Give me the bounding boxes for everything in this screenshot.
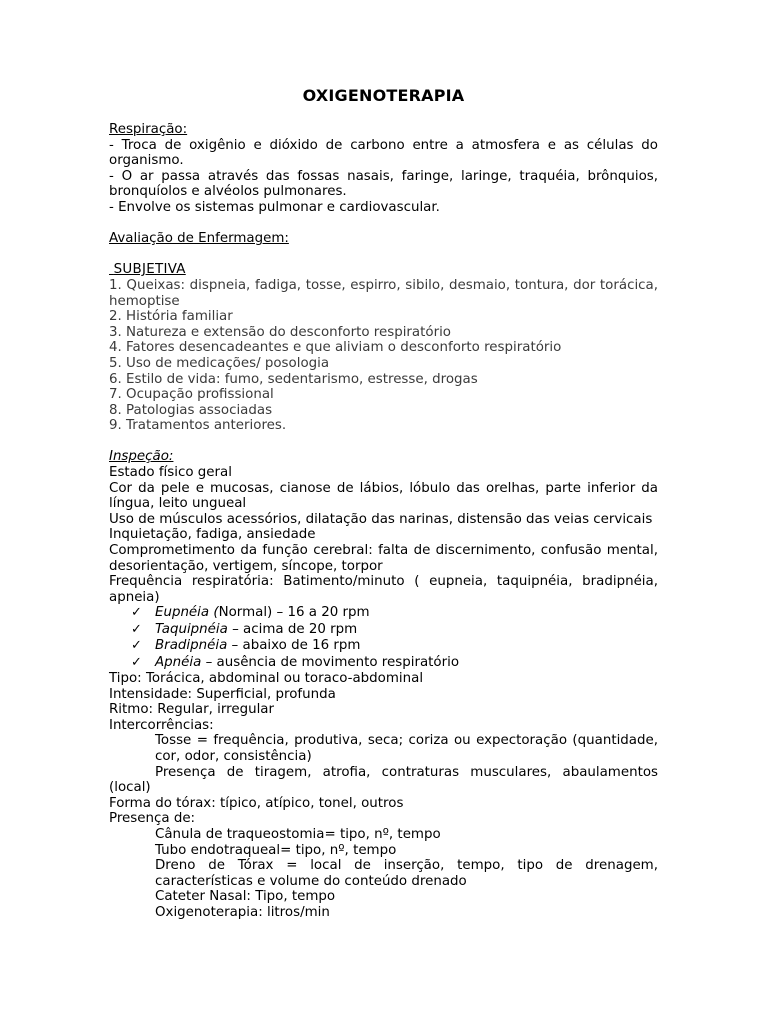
- check-term: Taquipnéia: [155, 621, 228, 637]
- presenca-item: Cateter Nasal: Tipo, tempo: [155, 889, 336, 905]
- intercorrencia-item: Tosse = frequência, produtiva, seca; coriza ou expectoração (quantidade, cor, odor, consistência): [155, 733, 658, 764]
- inspecao-line: Intercorrências:: [109, 717, 214, 733]
- inspecao-line: Intensidade: Superficial, profunda: [109, 686, 336, 702]
- inspecao-line: Cor da pele e mucosas, cianose de lábios, lóbulo das orelhas, parte inferior da língua, leito ungueal: [109, 480, 658, 512]
- inspecao-heading: [109, 449, 658, 465]
- check-text: – ausência de movimento respiratório: [201, 654, 460, 670]
- checkmark-icon: ✓: [131, 605, 142, 621]
- subjetiva-item: 4. Fatores desencadeantes e que aliviam o desconforto respiratório: [109, 340, 562, 356]
- presenca-item: Tubo endotraqueal= tipo, nº, tempo: [155, 842, 397, 858]
- check-text: Normal) – 16 a 20 rpm: [218, 605, 370, 621]
- spacer: [109, 434, 658, 450]
- checkmark-icon: ✓: [131, 621, 142, 637]
- respiracao-line: - Envolve os sistemas pulmonar e cardiovascular.: [109, 199, 440, 215]
- check-term: Eupnéia (: [155, 605, 219, 621]
- respiracao-heading: Respiração:: [109, 122, 188, 137]
- subjetiva-item: 2. História familiar: [109, 309, 233, 325]
- document-body: [109, 86, 658, 921]
- section-inspecao: [109, 449, 658, 920]
- check-term: Bradipnéia: [155, 638, 228, 654]
- inspecao-line: Tipo: Torácica, abdominal ou toraco-abdominal: [109, 671, 424, 687]
- section-subjetiva: [109, 262, 658, 434]
- checkmark-icon: ✓: [131, 638, 142, 654]
- presenca-heading: Presença de:: [109, 811, 196, 827]
- subjetiva-item: 6. Estilo de vida: fumo, sedentarismo, estresse, drogas: [109, 371, 478, 387]
- inspecao-line: Forma do tórax: típico, atípico, tonel, outros: [109, 795, 404, 811]
- check-item: [109, 605, 658, 621]
- spacer: [109, 247, 658, 263]
- subjetiva-item: 5. Uso de medicações/ posologia: [109, 355, 330, 371]
- inspecao-heading-text: Inspeção:: [109, 449, 174, 465]
- respiracao-line: - O ar passa através das fossas nasais, faringe, laringe, traquéia, brônquios, bronquíolos e alvéolos pulmonares.: [109, 168, 658, 200]
- check-text: – acima de 20 rpm: [227, 621, 358, 637]
- check-text: – abaixo de 16 rpm: [227, 638, 361, 654]
- subjetiva-item: 3. Natureza e extensão do desconforto respiratório: [109, 324, 451, 340]
- inspecao-line: Uso de músculos acessórios, dilatação das narinas, distensão das veias cervicais: [109, 511, 653, 527]
- inspecao-line: Ritmo: Regular, irregular: [109, 702, 275, 718]
- check-item: [109, 655, 658, 671]
- respiracao-line: - Troca de oxigênio e dióxido de carbono entre a atmosfera e as células do organismo.: [109, 137, 658, 169]
- page-title: OXIGENOTERAPIA: [302, 86, 465, 105]
- presenca-item: Cânula de traqueostomia= tipo, nº, tempo: [155, 826, 441, 842]
- respiratory-rate-list: [109, 605, 658, 671]
- inspecao-line: Inquietação, fadiga, ansiedade: [109, 527, 316, 543]
- inspecao-line: Estado físico geral: [109, 465, 232, 481]
- subjetiva-heading: [109, 262, 658, 278]
- subjetiva-item: 8. Patologias associadas: [109, 402, 273, 418]
- subjetiva-item: 7. Ocupação profissional: [109, 387, 274, 403]
- subjetiva-item: 1. Queixas: dispneia, fadiga, tosse, espirro, sibilo, desmaio, tontura, dor torácica, hemoptise: [109, 277, 658, 309]
- subjetiva-heading-text: SUBJETIVA: [113, 262, 186, 278]
- spacer: [109, 216, 658, 232]
- intercorrencia-item: Presença de tiragem, atrofia, contraturas musculares, abaulamentos (local): [109, 764, 658, 796]
- subjetiva-item: 9. Tratamentos anteriores.: [109, 418, 287, 434]
- section-respiracao: [109, 122, 658, 216]
- inspecao-line: Comprometimento da função cerebral: falta de discernimento, confusão mental, desorientação, vertigem, síncope, torpor: [109, 543, 658, 574]
- check-item: [109, 622, 658, 638]
- presenca-item: Oxigenoterapia: litros/min: [155, 904, 330, 920]
- check-item: [109, 638, 658, 654]
- inspecao-line: Frequência respiratória: Batimento/minuto ( eupneia, taquipnéia, bradipnéia, apneia): [109, 574, 658, 605]
- avaliacao-heading: Avaliação de Enfermagem:: [109, 231, 289, 247]
- checkmark-icon: ✓: [131, 654, 142, 670]
- check-term: Apnéia: [155, 654, 202, 670]
- presenca-item: Dreno de Tórax = local de inserção, tempo, tipo de drenagem, características e volume do conteúdo drenado: [155, 858, 658, 889]
